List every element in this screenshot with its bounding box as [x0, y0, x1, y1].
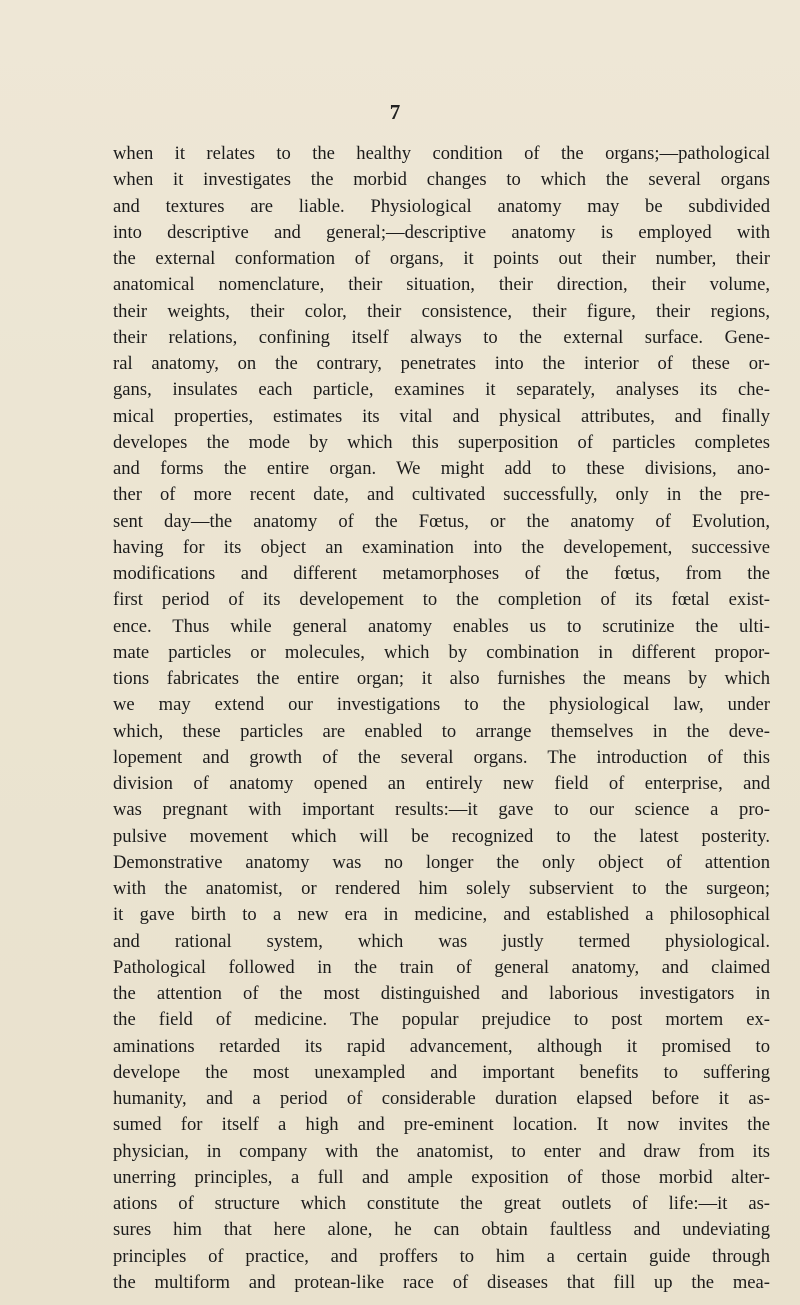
text-line: ral anatomy, on the contrary, penetrates into the interior of these or-	[113, 353, 770, 374]
text-line: modifications and different metamorphoses of the fœtus, from the	[113, 563, 770, 584]
text-line: physician, in company with the anatomist, to enter and draw from its	[113, 1140, 770, 1162]
text-line: mate particles or molecules, which by combination in different propor-	[113, 641, 770, 663]
text-line: ence. Thus while general anatomy enables us to scrutinize the ulti-	[113, 615, 770, 637]
text-line: sures him that here alone, he can obtain faultless and undeviating	[113, 1219, 770, 1241]
text-line: pulsive movement which will be recognized to the latest posterity.	[113, 825, 770, 847]
text-line: their weights, their color, their consistence, their figure, their regions,	[113, 300, 770, 322]
text-line: humanity, and a period of considerable duration elapsed before it as-	[113, 1088, 770, 1109]
text-line: and textures are liable. Physiological anatomy may be subdivided	[113, 195, 770, 217]
text-line: first period of its developement to the completion of its fœtal exist-	[113, 589, 770, 611]
text-line: tions fabricates the entire organ; it also furnishes the means by which	[113, 668, 770, 689]
text-line: sent day—the anatomy of the Fœtus, or the anatomy of Evolution,	[113, 510, 770, 532]
text-line: ther of more recent date, and cultivated successfully, only in the pre-	[113, 484, 770, 506]
text-line: into descriptive and general;—descriptive anatomy is employed with	[113, 221, 770, 243]
text-line: developes the mode by which this superposition of particles completes	[113, 431, 770, 453]
text-line: the multiform and protean-like race of diseases that fill up the mea-	[113, 1271, 770, 1293]
text-line: when it relates to the healthy condition of the organs;—pathological	[113, 143, 770, 164]
page-number: 7	[389, 100, 401, 124]
text-line: develope the most unexampled and important benefits to suffering	[113, 1061, 770, 1083]
text-line: which, these particles are enabled to arrange themselves in the deve-	[113, 720, 770, 742]
text-line: and forms the entire organ. We might add to these divisions, ano-	[113, 458, 770, 479]
text-line: anatomical nomenclature, their situation, their direction, their volume,	[113, 274, 770, 296]
text-line: with the anatomist, or rendered him solely subservient to the surgeon;	[113, 878, 770, 899]
text-line: gans, insulates each particle, examines it separately, analyses its che-	[113, 379, 770, 401]
text-line: the field of medicine. The popular prejudice to post mortem ex-	[113, 1009, 770, 1031]
text-line: was pregnant with important results:—it gave to our science a pro-	[113, 799, 770, 821]
text-line: mical properties, estimates its vital and physical attributes, and finally	[113, 405, 770, 427]
text-line: it gave birth to a new era in medicine, and established a philosophical	[113, 904, 770, 926]
text-line: unerring principles, a full and ample exposition of those morbid alter-	[113, 1166, 770, 1188]
text-line: principles of practice, and proffers to him a certain guide through	[113, 1245, 770, 1267]
text-line: the external conformation of organs, it points out their number, their	[113, 248, 770, 269]
text-line: we may extend our investigations to the physiological law, under	[113, 694, 770, 716]
text-line: ations of structure which constitute the great outlets of life:—it as-	[113, 1193, 770, 1214]
text-line: Demonstrative anatomy was no longer the only object of attention	[113, 851, 770, 873]
text-line: when it investigates the morbid changes to which the several organs	[113, 169, 770, 191]
body-text	[113, 141, 770, 1296]
text-line: and rational system, which was justly termed physiological.	[113, 930, 770, 952]
text-line: having for its object an examination into the developement, successive	[113, 536, 770, 558]
text-line: the attention of the most distinguished and laborious investigators in	[113, 983, 770, 1004]
text-line: division of anatomy opened an entirely new field of enterprise, and	[113, 773, 770, 794]
text-line: Pathological followed in the train of general anatomy, and claimed	[113, 956, 770, 978]
text-line: aminations retarded its rapid advancement, although it promised to	[113, 1035, 770, 1057]
text-line: lopement and growth of the several organs. The introduction of this	[113, 746, 770, 768]
text-line: their relations, confining itself always to the external surface. Gene-	[113, 326, 770, 348]
text-line: sumed for itself a high and pre-eminent location. It now invites the	[113, 1114, 770, 1136]
